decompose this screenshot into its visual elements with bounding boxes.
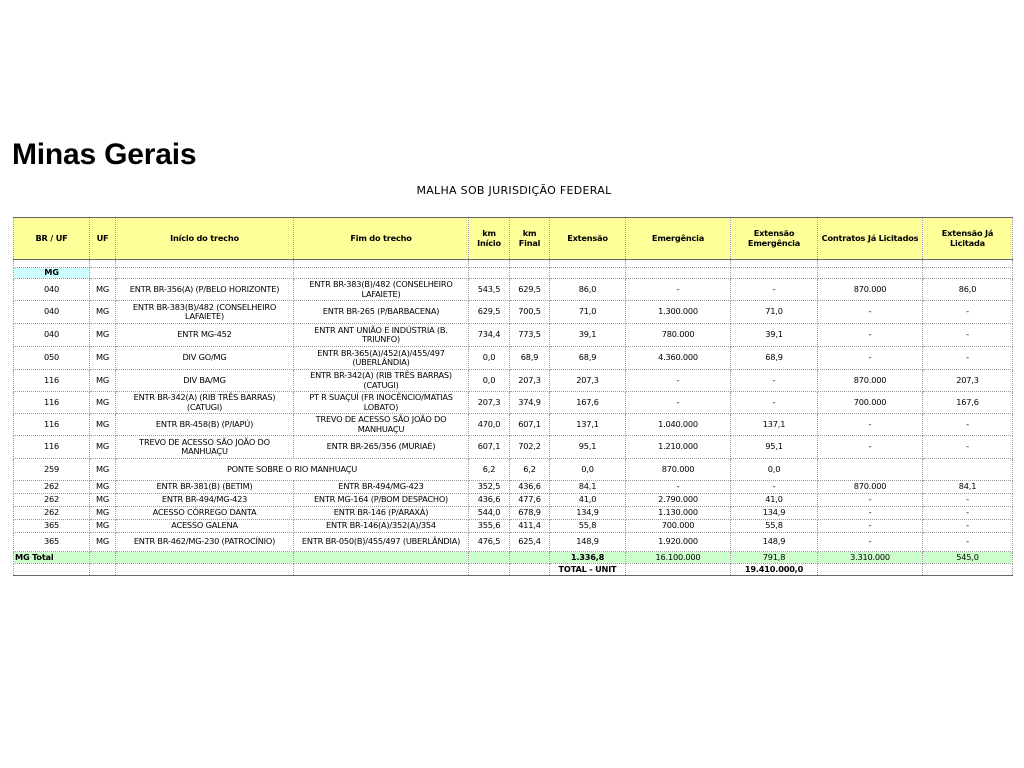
cell-extensao-licitada: - [923,347,1013,370]
col-header: Início do trecho [116,218,294,260]
cell-extensao: 39,1 [550,324,626,347]
cell-inicio: ACESSO CÓRREGO DANTA [116,507,294,520]
cell-br: 259 [14,459,90,481]
cell-uf: MG [90,414,116,436]
total-extensao: 1.336,8 [550,552,626,564]
col-header: Extensão [550,218,626,260]
cell-extensao: 95,1 [550,436,626,459]
col-header: Emergência [626,218,731,260]
cell-fim: ENTR BR-265/356 (MURIAÉ) [294,436,469,459]
cell-extensao-emergencia: 134,9 [731,507,818,520]
cell-extensao-licitada: - [923,520,1013,533]
table-row [14,533,1013,552]
table-row [14,520,1013,533]
unit-total-row [14,564,1013,576]
cell-uf: MG [90,301,116,324]
cell-contratos: 870.000 [818,481,923,494]
cell-emergencia: 1.210.000 [626,436,731,459]
cell-km-inicio: 470,0 [469,414,510,436]
cell-fim: ENTR BR-342(A) (RIB TRÊS BARRAS) (CATUGI) [294,370,469,392]
cell-emergencia: 700.000 [626,520,731,533]
cell-inicio: ENTR BR-381(B) (BETIM) [116,481,294,494]
cell-fim: ENTR BR-383(B)/482 (CONSELHEIRO LAFAIETE) [294,279,469,301]
cell-br: 365 [14,533,90,552]
cell-km-inicio: 207,3 [469,392,510,414]
cell-fim: ENTR BR-494/MG-423 [294,481,469,494]
cell-km-inicio: 543,5 [469,279,510,301]
cell-emergencia: 1.920.000 [626,533,731,552]
cell-extensao-emergencia: 95,1 [731,436,818,459]
cell-km-inicio: 352,5 [469,481,510,494]
cell-br: 262 [14,494,90,507]
cell-extensao-licitada: - [923,414,1013,436]
cell-inicio: ENTR MG-452 [116,324,294,347]
cell-contratos: - [818,507,923,520]
cell-extensao-licitada [923,459,1013,481]
cell-km-final: 477,6 [510,494,550,507]
cell-inicio: ENTR BR-458(B) (P/IAPÚ) [116,414,294,436]
cell-extensao: 71,0 [550,301,626,324]
cell-fim: PT R SUAÇUÍ (FR INOCÊNCIO/MATIAS LOBATO) [294,392,469,414]
cell-extensao-licitada: - [923,324,1013,347]
cell-km-final: 773,5 [510,324,550,347]
total-label: MG Total [14,552,90,564]
cell-br: 116 [14,414,90,436]
col-header: UF [90,218,116,260]
cell-inicio: ENTR BR-342(A) (RIB TRÊS BARRAS) (CATUGI) [116,392,294,414]
cell-uf: MG [90,436,116,459]
total-extensao-emergencia: 791,8 [731,552,818,564]
unit-total-value: 19.410.000,0 [731,564,818,576]
cell-emergencia: 780.000 [626,324,731,347]
cell-extensao-licitada: 207,3 [923,370,1013,392]
cell-uf: MG [90,494,116,507]
cell-extensao-licitada: 167,6 [923,392,1013,414]
cell-extensao-emergencia: 55,8 [731,520,818,533]
cell-contratos: 700.000 [818,392,923,414]
cell-extensao: 68,9 [550,347,626,370]
highway-table [13,217,1013,576]
cell-br: 040 [14,301,90,324]
cell-inicio: ENTR BR-462/MG-230 (PATROCÍNIO) [116,533,294,552]
page-title: Minas Gerais [12,138,197,171]
cell-km-final: 607,1 [510,414,550,436]
cell-extensao-emergencia: 39,1 [731,324,818,347]
cell-uf: MG [90,324,116,347]
cell-contratos: - [818,533,923,552]
cell-extensao: 148,9 [550,533,626,552]
total-extensao-licitada: 545,0 [923,552,1013,564]
section-label: MG [14,268,90,279]
cell-inicio: TREVO DE ACESSO SÃO JOÃO DO MANHUAÇU [116,436,294,459]
cell-emergencia: 1.300.000 [626,301,731,324]
cell-km-inicio: 734,4 [469,324,510,347]
cell-extensao-emergencia: - [731,392,818,414]
cell-br: 262 [14,481,90,494]
cell-uf: MG [90,507,116,520]
cell-extensao-licitada: - [923,436,1013,459]
cell-contratos: - [818,520,923,533]
cell-inicio: DIV GO/MG [116,347,294,370]
cell-km-final: 702,2 [510,436,550,459]
cell-emergencia: 2.790.000 [626,494,731,507]
cell-contratos [818,459,923,481]
cell-uf: MG [90,370,116,392]
col-header: Extensão Emergência [731,218,818,260]
total-row [14,552,1013,564]
table-row [14,279,1013,301]
table-title: MALHA SOB JURISDIÇÃO FEDERAL [416,184,612,197]
cell-uf: MG [90,533,116,552]
cell-uf: MG [90,392,116,414]
cell-uf: MG [90,347,116,370]
cell-br: 050 [14,347,90,370]
cell-extensao-emergencia: 137,1 [731,414,818,436]
cell-emergencia: - [626,370,731,392]
cell-extensao-licitada: - [923,533,1013,552]
cell-km-final: 6,2 [510,459,550,481]
cell-emergencia: - [626,392,731,414]
col-header: Extensão Já Licitada [923,218,1013,260]
cell-extensao: 167,6 [550,392,626,414]
cell-contratos: - [818,494,923,507]
cell-km-final: 678,9 [510,507,550,520]
table-row [14,414,1013,436]
cell-extensao: 207,3 [550,370,626,392]
cell-emergencia: 4.360.000 [626,347,731,370]
total-emergencia: 16.100.000 [626,552,731,564]
cell-km-inicio: 6,2 [469,459,510,481]
table-row [14,436,1013,459]
col-header: Fim do trecho [294,218,469,260]
cell-extensao: 0,0 [550,459,626,481]
table-row [14,481,1013,494]
cell-contratos: - [818,414,923,436]
cell-uf: MG [90,520,116,533]
cell-br: 116 [14,436,90,459]
cell-extensao: 84,1 [550,481,626,494]
cell-km-inicio: 629,5 [469,301,510,324]
cell-fim: ENTR BR-146 (P/ARAXÁ) [294,507,469,520]
cell-extensao: 137,1 [550,414,626,436]
cell-uf: MG [90,459,116,481]
cell-contratos: 870.000 [818,279,923,301]
cell-extensao: 134,9 [550,507,626,520]
col-header: km Final [510,218,550,260]
cell-extensao-licitada: 84,1 [923,481,1013,494]
cell-km-final: 436,6 [510,481,550,494]
cell-br: 040 [14,279,90,301]
cell-extensao-emergencia: - [731,279,818,301]
table-row [14,301,1013,324]
cell-emergencia: 1.040.000 [626,414,731,436]
cell-emergencia: 1.130.000 [626,507,731,520]
cell-extensao-emergencia: 41,0 [731,494,818,507]
cell-km-inicio: 476,5 [469,533,510,552]
cell-contratos: - [818,347,923,370]
spacer-row [14,260,1013,268]
table-row [14,507,1013,520]
cell-fim: ENTR BR-265 (P/BARBACENA) [294,301,469,324]
cell-km-final: 374,9 [510,392,550,414]
cell-inicio: DIV BA/MG [116,370,294,392]
cell-km-final: 629,5 [510,279,550,301]
cell-uf: MG [90,279,116,301]
cell-emergencia: - [626,279,731,301]
cell-br: 262 [14,507,90,520]
cell-inicio: ENTR BR-356(A) (P/BELO HORIZONTE) [116,279,294,301]
cell-extensao-emergencia: 0,0 [731,459,818,481]
cell-inicio: PONTE SOBRE O RIO MANHUAÇU [116,459,469,481]
cell-br: 365 [14,520,90,533]
cell-inicio: ENTR BR-494/MG-423 [116,494,294,507]
cell-km-final: 700,5 [510,301,550,324]
cell-contratos: - [818,301,923,324]
col-header: BR / UF [14,218,90,260]
cell-extensao-emergencia: 71,0 [731,301,818,324]
cell-fim: ENTR BR-365(A)/452(A)/455/497 (UBERLÂNDIA) [294,347,469,370]
cell-br: 116 [14,370,90,392]
cell-extensao-emergencia: - [731,481,818,494]
col-header: Contratos Já Licitados [818,218,923,260]
cell-km-inicio: 0,0 [469,347,510,370]
cell-extensao-licitada: - [923,507,1013,520]
cell-fim: ENTR BR-146(A)/352(A)/354 [294,520,469,533]
cell-extensao-licitada: - [923,301,1013,324]
cell-km-final: 68,9 [510,347,550,370]
cell-emergencia: - [626,481,731,494]
table-row [14,494,1013,507]
table-row [14,347,1013,370]
cell-extensao: 55,8 [550,520,626,533]
cell-contratos: - [818,324,923,347]
table-row [14,392,1013,414]
cell-inicio: ENTR BR-383(B)/482 (CONSELHEIRO LAFAIETE) [116,301,294,324]
table-row [14,459,1013,481]
cell-br: 040 [14,324,90,347]
total-contratos: 3.310.000 [818,552,923,564]
cell-extensao: 41,0 [550,494,626,507]
col-header: km Início [469,218,510,260]
cell-extensao-licitada: - [923,494,1013,507]
cell-fim: ENTR BR-050(B)/455/497 (UBERLÂNDIA) [294,533,469,552]
cell-br: 116 [14,392,90,414]
cell-fim: TREVO DE ACESSO SÃO JOÃO DO MANHUAÇU [294,414,469,436]
header-row [14,218,1013,260]
table-row [14,324,1013,347]
cell-emergencia: 870.000 [626,459,731,481]
cell-extensao-emergencia: - [731,370,818,392]
cell-km-inicio: 0,0 [469,370,510,392]
cell-extensao-licitada: 86,0 [923,279,1013,301]
table-row [14,370,1013,392]
cell-extensao: 86,0 [550,279,626,301]
cell-km-inicio: 544,0 [469,507,510,520]
cell-contratos: - [818,436,923,459]
cell-km-inicio: 607,1 [469,436,510,459]
cell-fim: ENTR ANT UNIÃO E INDÚSTRIA (B. TRIUNFO) [294,324,469,347]
cell-extensao-emergencia: 68,9 [731,347,818,370]
cell-km-final: 207,3 [510,370,550,392]
cell-inicio: ACESSO GALENA [116,520,294,533]
cell-km-final: 411,4 [510,520,550,533]
unit-total-label: TOTAL - UNIT [550,564,626,576]
cell-uf: MG [90,481,116,494]
cell-km-inicio: 436,6 [469,494,510,507]
cell-extensao-emergencia: 148,9 [731,533,818,552]
cell-contratos: 870.000 [818,370,923,392]
cell-km-inicio: 355,6 [469,520,510,533]
cell-fim: ENTR MG-164 (P/BOM DESPACHO) [294,494,469,507]
cell-km-final: 625,4 [510,533,550,552]
section-row [14,268,1013,279]
